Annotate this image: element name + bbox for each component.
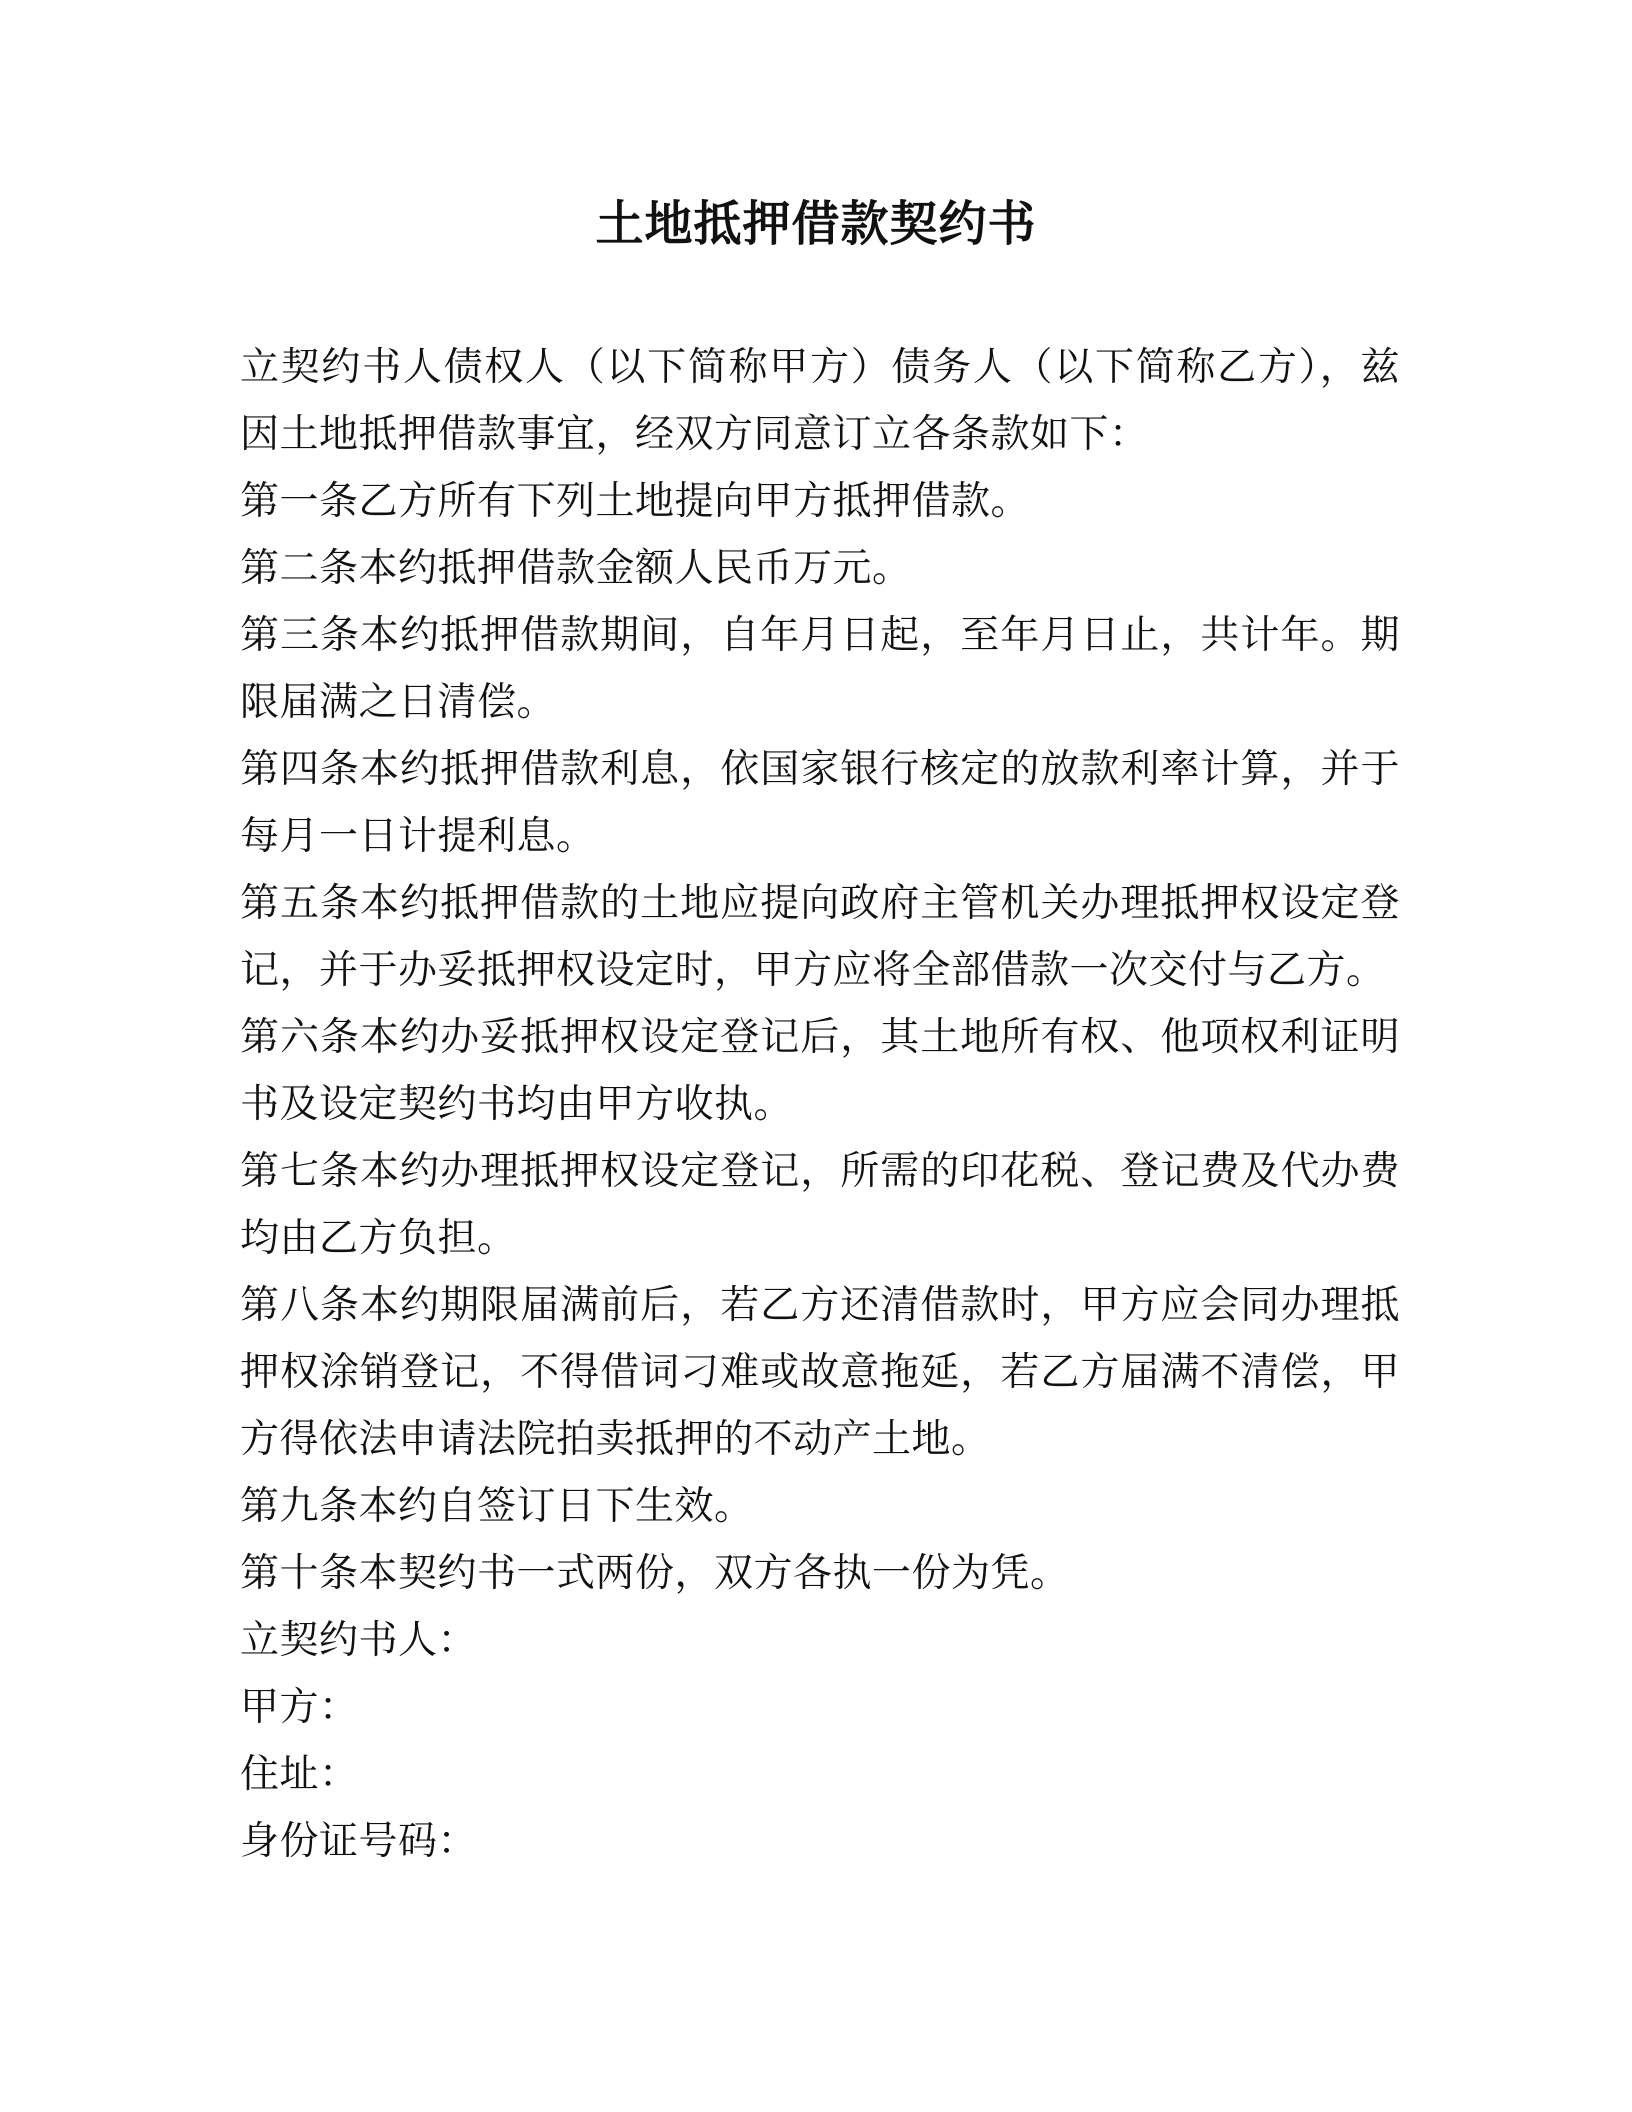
- address-label: 住址：: [240, 1752, 359, 1797]
- document-body: [240, 334, 1400, 1875]
- article-1: 第一条乙方所有下列土地提向甲方抵押借款。: [240, 479, 1031, 524]
- id-number-label: 身份证号码：: [240, 1819, 478, 1864]
- preamble-paragraph: 立契约书人债权人（以下简称甲方）债务人（以下简称乙方），兹因土地抵押借款事宜，经双方同意订立各条款如下：: [240, 345, 1400, 457]
- article-2: 第二条本约抵押借款金额人民币万元。: [240, 546, 912, 591]
- article-10: 第十条本契约书一式两份，双方各执一份为凭。: [240, 1551, 1070, 1596]
- article-7: 第七条本约办理抵押权设定登记，所需的印花税、登记费及代办费均由乙方负担。: [240, 1149, 1400, 1261]
- signature-block: [240, 1607, 1400, 1875]
- article-5: 第五条本约抵押借款的土地应提向政府主管机关办理抵押权设定登记，并于办妥抵押权设定时，甲方应将全部借款一次交付与乙方。: [240, 881, 1400, 993]
- article-9: 第九条本约自签订日下生效。: [240, 1484, 754, 1529]
- article-8: 第八条本约期限届满前后，若乙方还清借款时，甲方应会同办理抵押权涂销登记，不得借词刁难或故意拖延，若乙方届满不清偿，甲方得依法申请法院拍卖抵押的不动产土地。: [240, 1283, 1400, 1462]
- party-a-label: 甲方：: [240, 1685, 359, 1730]
- article-6: 第六条本约办妥抵押权设定登记后，其土地所有权、他项权利证明书及设定契约书均由甲方收执。: [240, 1015, 1400, 1127]
- signers-label: 立契约书人：: [240, 1618, 478, 1663]
- article-4: 第四条本约抵押借款利息，依国家银行核定的放款利率计算，并于每月一日计提利息。: [240, 747, 1400, 859]
- article-3: 第三条本约抵押借款期间，自年月日起，至年月日止，共计年。期限届满之日清偿。: [240, 613, 1400, 725]
- document-title: 土地抵押借款契约书: [595, 196, 1037, 252]
